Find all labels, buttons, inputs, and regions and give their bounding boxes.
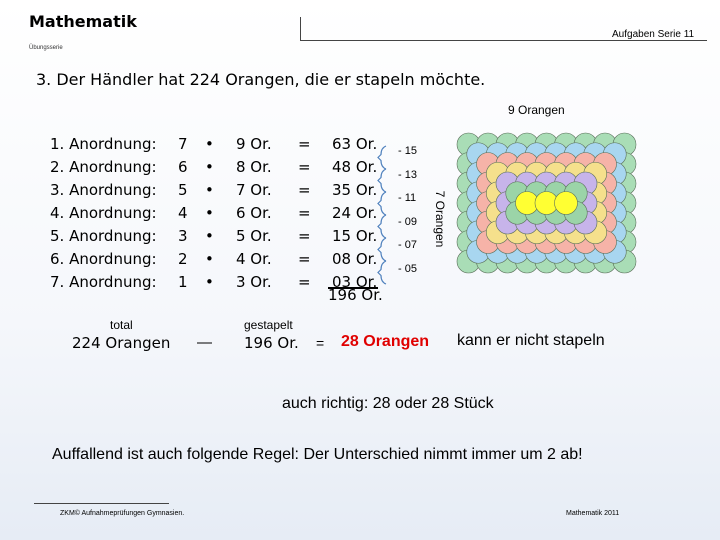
equals-sign: =: [298, 273, 311, 291]
total-value: 224 Orangen: [72, 334, 171, 352]
difference-brace: [378, 261, 386, 284]
arrangement-count: 3: [178, 227, 188, 245]
multiply-dot: •: [205, 181, 214, 199]
total-label: total: [110, 318, 133, 332]
difference-brace: [378, 192, 386, 215]
difference-brace: [378, 215, 386, 238]
per-row-value: 3 Or.: [236, 273, 272, 291]
equals-sign: =: [298, 250, 311, 268]
arrangement-count: 2: [178, 250, 188, 268]
difference-brace: [378, 146, 386, 169]
arrangement-count: 1: [178, 273, 188, 291]
also-correct-text: auch richtig: 28 oder 28 Stück: [282, 395, 494, 412]
difference-brace: [378, 238, 386, 261]
stacked-value: 196 Or.: [244, 334, 299, 352]
multiply-dot: •: [205, 158, 214, 176]
arrangement-total: 48 Or.: [332, 158, 378, 176]
minus-dash: —: [197, 334, 212, 351]
result-value: 28 Orangen: [341, 333, 430, 350]
footer-left: ZKM© Aufnahmeprüfungen Gymnasien.: [60, 510, 185, 517]
question-text: 3. Der Händler hat 224 Orangen, die er stapeln möchte.: [36, 70, 486, 89]
equals-sign: =: [298, 181, 311, 199]
per-row-value: 5 Or.: [236, 227, 272, 245]
arrangement-count: 4: [178, 204, 188, 222]
per-row-value: 8 Or.: [236, 158, 272, 176]
arrangement-count: 6: [178, 158, 188, 176]
multiply-dot: •: [205, 227, 214, 245]
equals-sign: =: [298, 204, 311, 222]
arrangement-total: 03 Or.: [332, 273, 378, 291]
footer-divider: [34, 503, 169, 504]
series-label: Aufgaben Serie 11: [612, 29, 695, 40]
arrangement-label: 2. Anordnung:: [50, 158, 157, 176]
difference-brace: [378, 169, 386, 192]
arrangement-count: 5: [178, 181, 188, 199]
multiply-dot: •: [205, 273, 214, 291]
arrangement-label: 4. Anordnung:: [50, 204, 157, 222]
grid-height-label: 7 Orangen: [433, 190, 447, 248]
multiply-dot: •: [205, 135, 214, 153]
per-row-value: 4 Or.: [236, 250, 272, 268]
result-text: kann er nicht stapeln: [457, 332, 605, 349]
difference-value: - 15: [398, 145, 417, 157]
equals-sign: =: [298, 227, 311, 245]
arrangement-total: 08 Or.: [332, 250, 378, 268]
difference-value: - 07: [398, 239, 417, 251]
arrangement-total: 63 Or.: [332, 135, 378, 153]
per-row-value: 7 Or.: [236, 181, 272, 199]
arrangement-total: 35 Or.: [332, 181, 378, 199]
arrangement-label: 5. Anordnung:: [50, 227, 157, 245]
rule-text: Auffallend ist auch folgende Regel: Der Unterschied nimmt immer um 2 ab!: [52, 446, 583, 463]
arrangement-label: 7. Anordnung:: [50, 273, 157, 291]
arrangement-label: 6. Anordnung:: [50, 250, 157, 268]
per-row-value: 6 Or.: [236, 204, 272, 222]
arrangement-total: 15 Or.: [332, 227, 378, 245]
arrangement-label: 3. Anordnung:: [50, 181, 157, 199]
multiply-dot: •: [205, 204, 214, 222]
difference-value: - 09: [398, 215, 417, 228]
per-row-value: 9 Or.: [236, 135, 272, 153]
arrangement-label: 1. Anordnung:: [50, 135, 157, 153]
orange-circle: [555, 192, 578, 215]
page-subtitle: Übungsserie: [29, 45, 63, 51]
sum-value: 196 Or.: [328, 286, 383, 304]
page-title: Mathematik: [29, 12, 137, 31]
grid-width-label: 9 Orangen: [508, 103, 565, 117]
difference-value: - 13: [398, 168, 417, 181]
equals-sign: =: [298, 135, 311, 153]
multiply-dot: •: [205, 250, 214, 268]
arrangement-count: 7: [178, 135, 188, 153]
difference-value: - 11: [398, 192, 417, 204]
result-equals: =: [316, 335, 325, 351]
footer-right: Mathematik 2011: [566, 510, 620, 517]
difference-value: - 05: [398, 262, 417, 275]
equals-sign: =: [298, 158, 311, 176]
arrangement-total: 24 Or.: [332, 204, 378, 222]
stacked-label: gestapelt: [244, 318, 293, 332]
